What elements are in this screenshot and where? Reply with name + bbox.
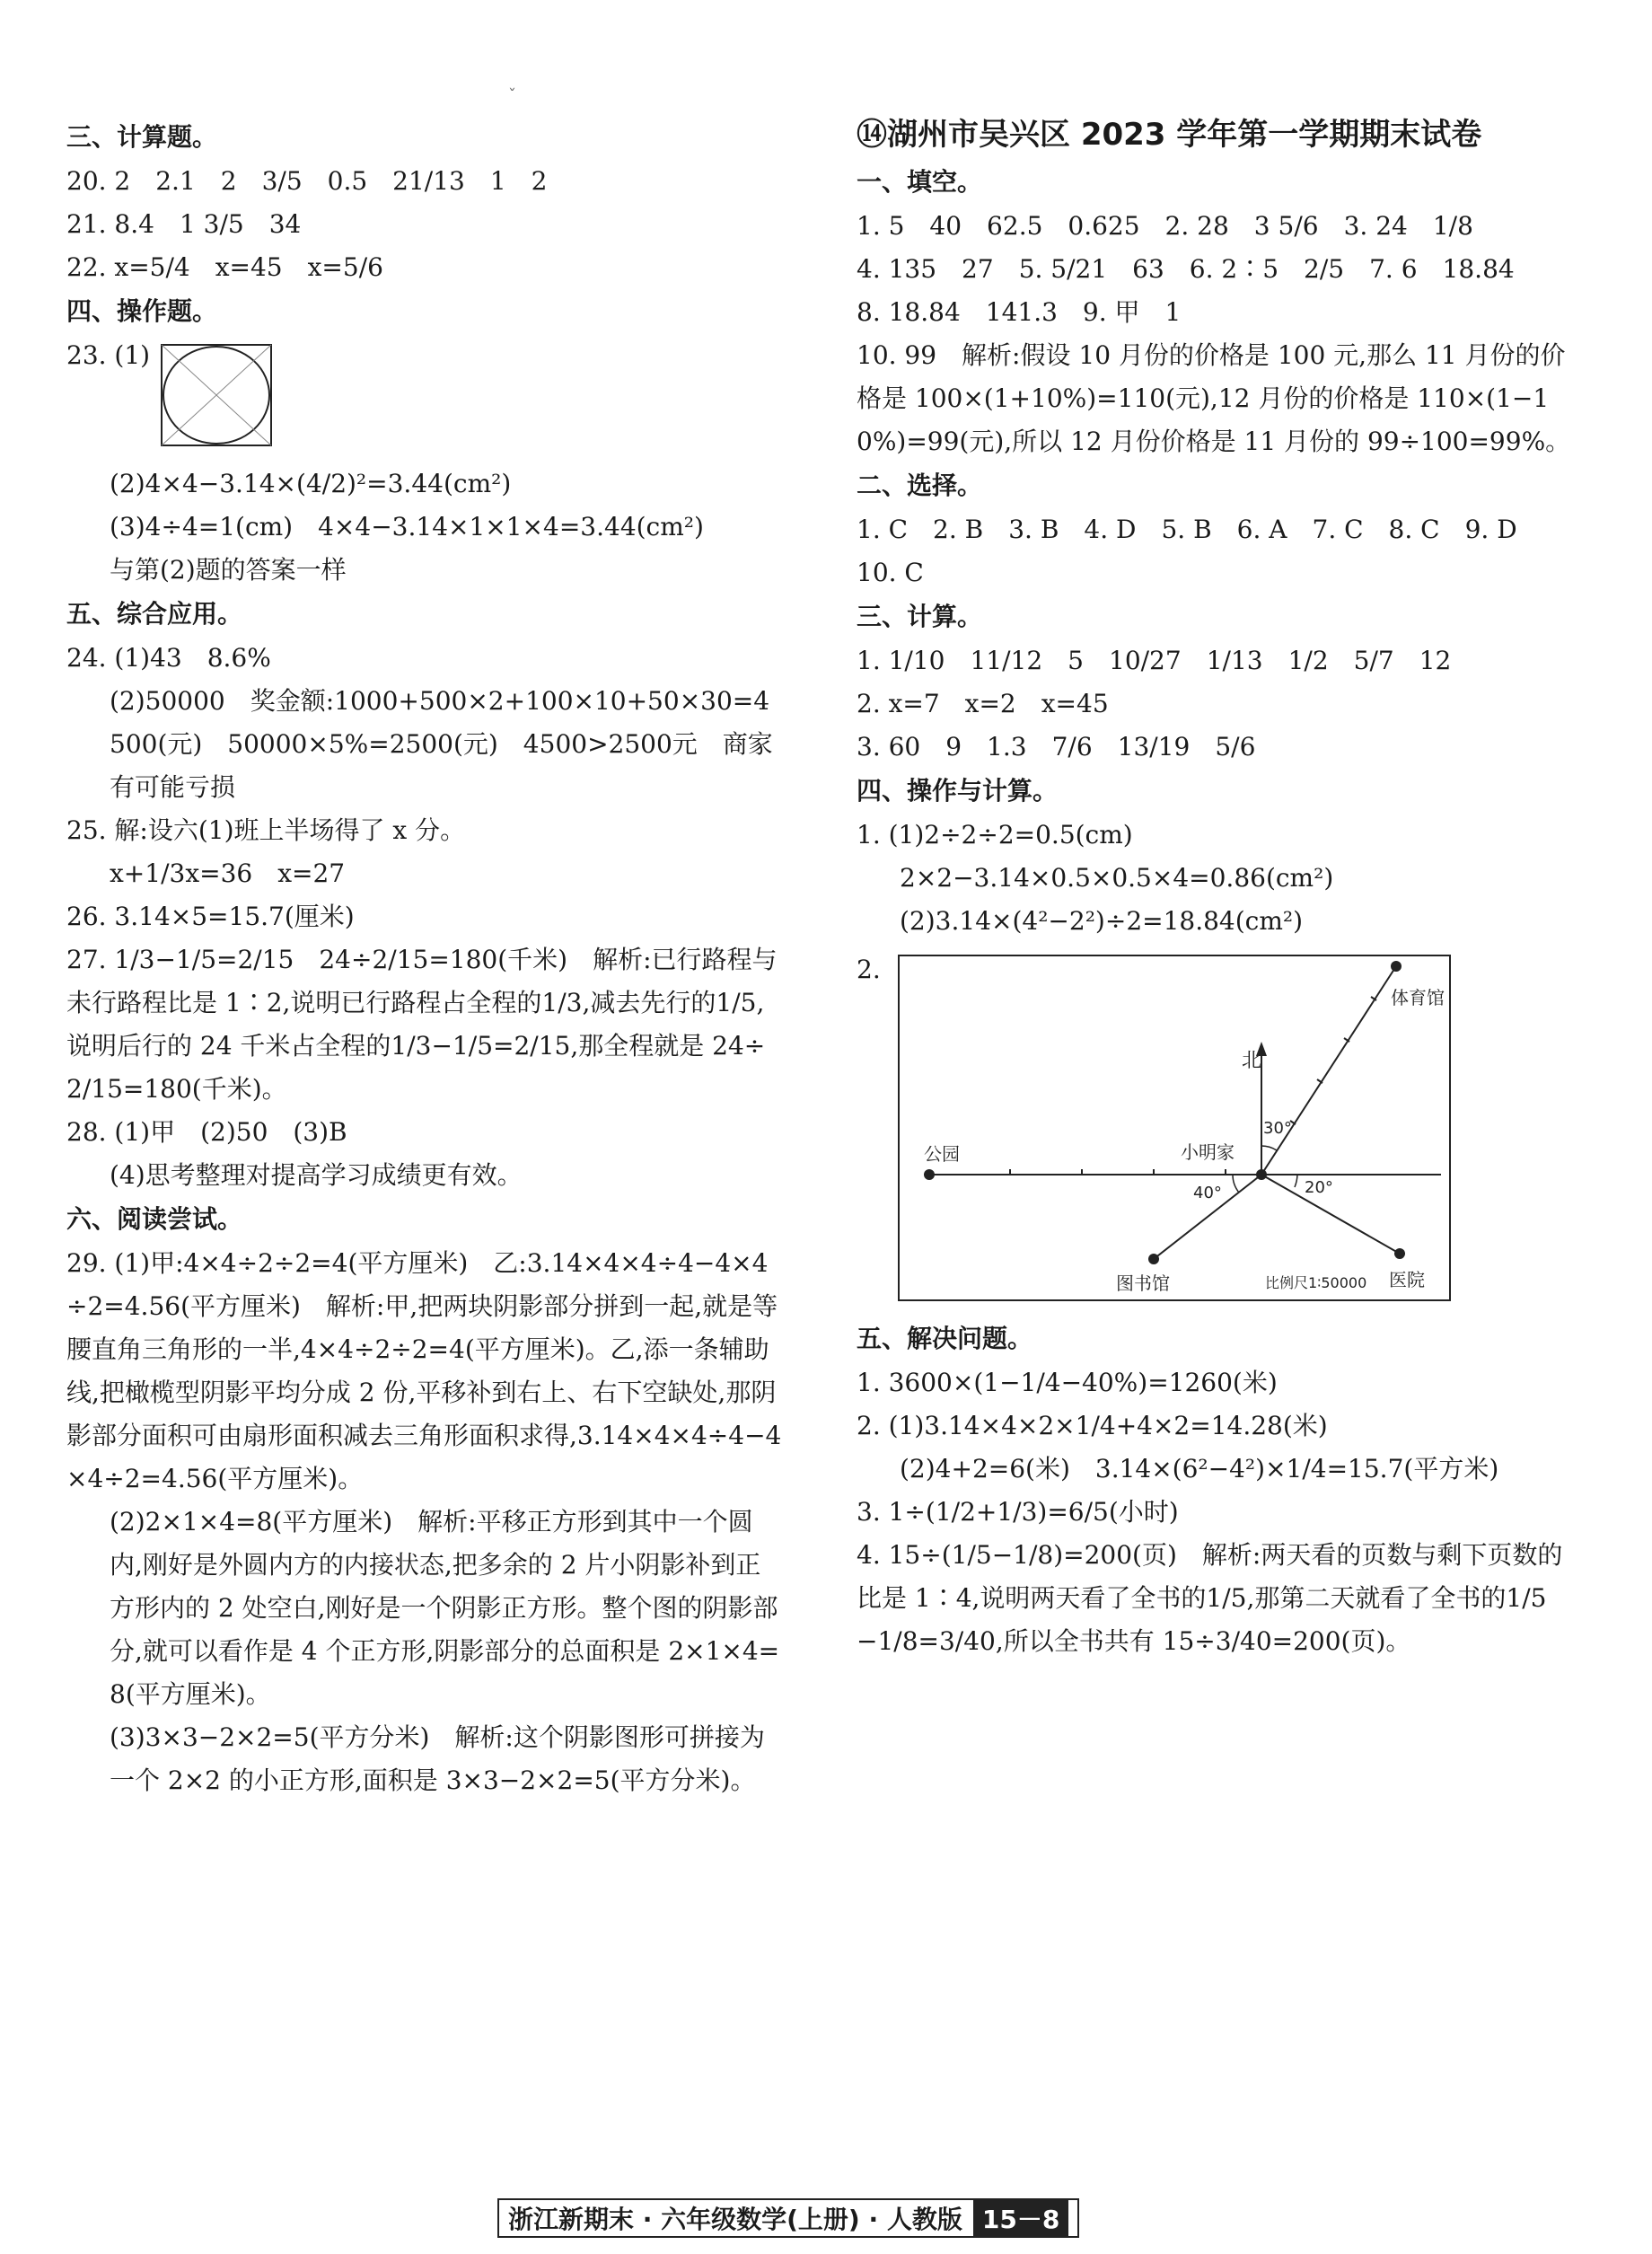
calc-3: 3. 60 9 1.3 7/6 13/19 5/6 [857,732,1256,762]
section-heading: 三、计算题。 [66,122,218,152]
hospital-point [1394,1248,1405,1259]
footer-title: 浙江新期末 · 六年级数学(上册) · 人教版 [508,2205,962,2234]
gym-label: 体育馆 [1390,987,1445,1008]
library-point [1148,1254,1159,1264]
library-label: 图书馆 [1115,1272,1170,1294]
section-heading: 四、操作与计算。 [857,776,1059,806]
answer-24-2: (2)50000 奖金额:1000+500×2+100×10+50×30=4500(元) 50000×5%=2500(元) 4500>2500元 商家有可能亏损 [110,686,773,802]
exam-title: ⑭湖州市吴兴区 2023 学年第一学期期末试卷 [857,117,1482,153]
page-footer [497,2198,1079,2238]
solve-4: 4. 15÷(1/5−1/8)=200(页) 解析:两天看的页数与剩下页数的比是 1∶4,说明两天看了全书的1/5,那第二天就看了全书的1/5−1/8=3/40,所以全书共有 15÷3/40=200(页)。 [857,1540,1563,1656]
answer-27: 27. 1/3−1/5=2/15 24÷2/15=180(千米) 解析:已行路程与未行路程比是 1∶2,说明已行路程占全程的1/3,减去先行的1/5,说明后行的 24 千米占全程的1/3−1/5=2/15,那全程就是 24÷2/15=180(千米)。 [66,945,778,1104]
gym-point [1391,961,1402,972]
answer-22: 22. x=5/4 x=45 x=5/6 [66,252,383,282]
angle-20-label: 20° [1304,1178,1333,1197]
op-1-1b: 2×2−3.14×0.5×0.5×4=0.86(cm²) [900,863,1334,893]
section-heading: 一、填空。 [857,167,983,197]
circle-in-square-figure [158,341,275,462]
section-heading: 四、操作题。 [66,296,218,326]
park-point [924,1169,935,1180]
answer-24-1: 24. (1)43 8.6% [66,643,271,673]
page-number: 15－8 [973,2200,1068,2236]
choice-10: 10. C [857,558,924,587]
solve-2-1: 2. (1)3.14×4×2×1/4+4×2=14.28(米) [857,1411,1328,1440]
direction-map [897,954,1454,1307]
left-column [66,115,785,1802]
stray-mark: ˇ [508,86,516,105]
answer-23-1 [66,334,785,462]
angle-40-label: 40° [1192,1184,1222,1202]
solve-3: 3. 1÷(1/2+1/3)=6/5(小时) [857,1497,1179,1527]
answer-23-3: (3)4÷4=1(cm) 4×4−3.14×1×1×4=3.44(cm²) [110,512,704,541]
angle-30-label: 30° [1262,1119,1292,1138]
calc-2: 2. x=7 x=2 x=45 [857,689,1109,718]
answer-25-eq: x+1/3x=36 x=27 [110,858,346,888]
section-heading: 二、选择。 [857,471,983,500]
fill-8-9: 8. 18.84 141.3 9. 甲 1 [857,297,1182,327]
op-2-label: 2. [857,955,881,984]
section-heading: 六、阅读尝试。 [66,1204,243,1234]
op-1-2: (2)3.14×(4²−2²)÷2=18.84(cm²) [900,906,1304,936]
answer-28: 28. (1)甲 (2)50 (3)B [66,1117,347,1147]
section-heading: 三、计算。 [857,602,983,631]
solve-1: 1. 3600×(1−1/4−40%)=1260(米) [857,1368,1278,1397]
answer-21: 21. 8.4 1 3/5 34 [66,209,302,239]
fill-4-7: 4. 135 27 5. 5/21 63 6. 2∶5 2/5 7. 6 18.84 [857,254,1515,284]
answer-28-4: (4)思考整理对提高学习成绩更有效。 [110,1160,523,1190]
fill-10: 10. 99 解析:假设 10 月份的价格是 100 元,那么 11 月份的价格是 100×(1+10%)=110(元),12 月份的价格是 110×(1−10%)=99(元),所以 12 月份价格是 11 月份的 99÷100=99%。 [857,340,1571,456]
scale-label: 比例尺1∶50000 [1264,1274,1366,1291]
answer-29-1: 29. (1)甲:4×4÷2÷2=4(平方厘米) 乙:3.14×4×4÷4−4×4÷2=4.56(平方厘米) 解析:甲,把两块阴影部分拼到一起,就是等腰直角三角形的一半,4×4÷2÷2=4(平方厘米)。乙,添一条辅助线,把橄榄型阴影平均分成 2 份,平移补到右上、右下空缺处,那阴影部分面积可由扇形面积减去三角形面积求得,3.14×4×4÷4−4×4÷2=4.56(平方厘米)。 [66,1248,782,1493]
choice-1-9: 1. C 2. B 3. B 4. D 5. B 6. A 7. C 8. C 9. D [857,515,1517,544]
hospital-label: 医院 [1388,1269,1425,1290]
answer-25: 25. 解:设六(1)班上半场得了 x 分。 [66,815,466,845]
answer-23-2: (2)4×4−3.14×(4/2)²=3.44(cm²) [110,469,512,498]
op-2 [857,948,1575,1307]
answer-29-2: (2)2×1×4=8(平方厘米) 解析:平移正方形到其中一个圆内,刚好是外圆内方的内接状态,把多余的 2 片小阴影补到正方形内的 2 处空白,刚好是一个阴影正方形。整个图的阴影部分,就可以看作是 4 个正方形,阴影部分的总面积是 2×1×4=8(平方厘米)。 [110,1507,780,1709]
solve-2-2: (2)4+2=6(米) 3.14×(6²−4²)×1/4=15.7(平方米) [900,1454,1499,1484]
answer-29-3: (3)3×3−2×2=5(平方分米) 解析:这个阴影图形可拼接为一个 2×2 的小正方形,面积是 3×3−2×2=5(平方分米)。 [110,1722,765,1795]
north-label: 北 [1241,1050,1261,1072]
calc-1: 1. 1/10 11/12 5 10/27 1/13 1/2 5/7 12 [857,646,1452,675]
section-heading: 五、综合应用。 [66,599,243,629]
answer-23-note: 与第(2)题的答案一样 [110,555,347,585]
section-heading: 五、解决问题。 [857,1324,1033,1353]
fill-1-3: 1. 5 40 62.5 0.625 2. 28 3 5/6 3. 24 1/8 [857,211,1473,241]
op-1-1: 1. (1)2÷2÷2=0.5(cm) [857,820,1133,850]
home-label: 小明家 [1180,1141,1235,1163]
answer-23-label: 23. (1) [66,340,151,370]
park-label: 公园 [923,1143,960,1165]
right-column [857,115,1575,1663]
map-frame [899,955,1450,1300]
answer-20: 20. 2 2.1 2 3/5 0.5 21/13 1 2 [66,166,548,196]
answer-26: 26. 3.14×5=15.7(厘米) [66,902,355,931]
